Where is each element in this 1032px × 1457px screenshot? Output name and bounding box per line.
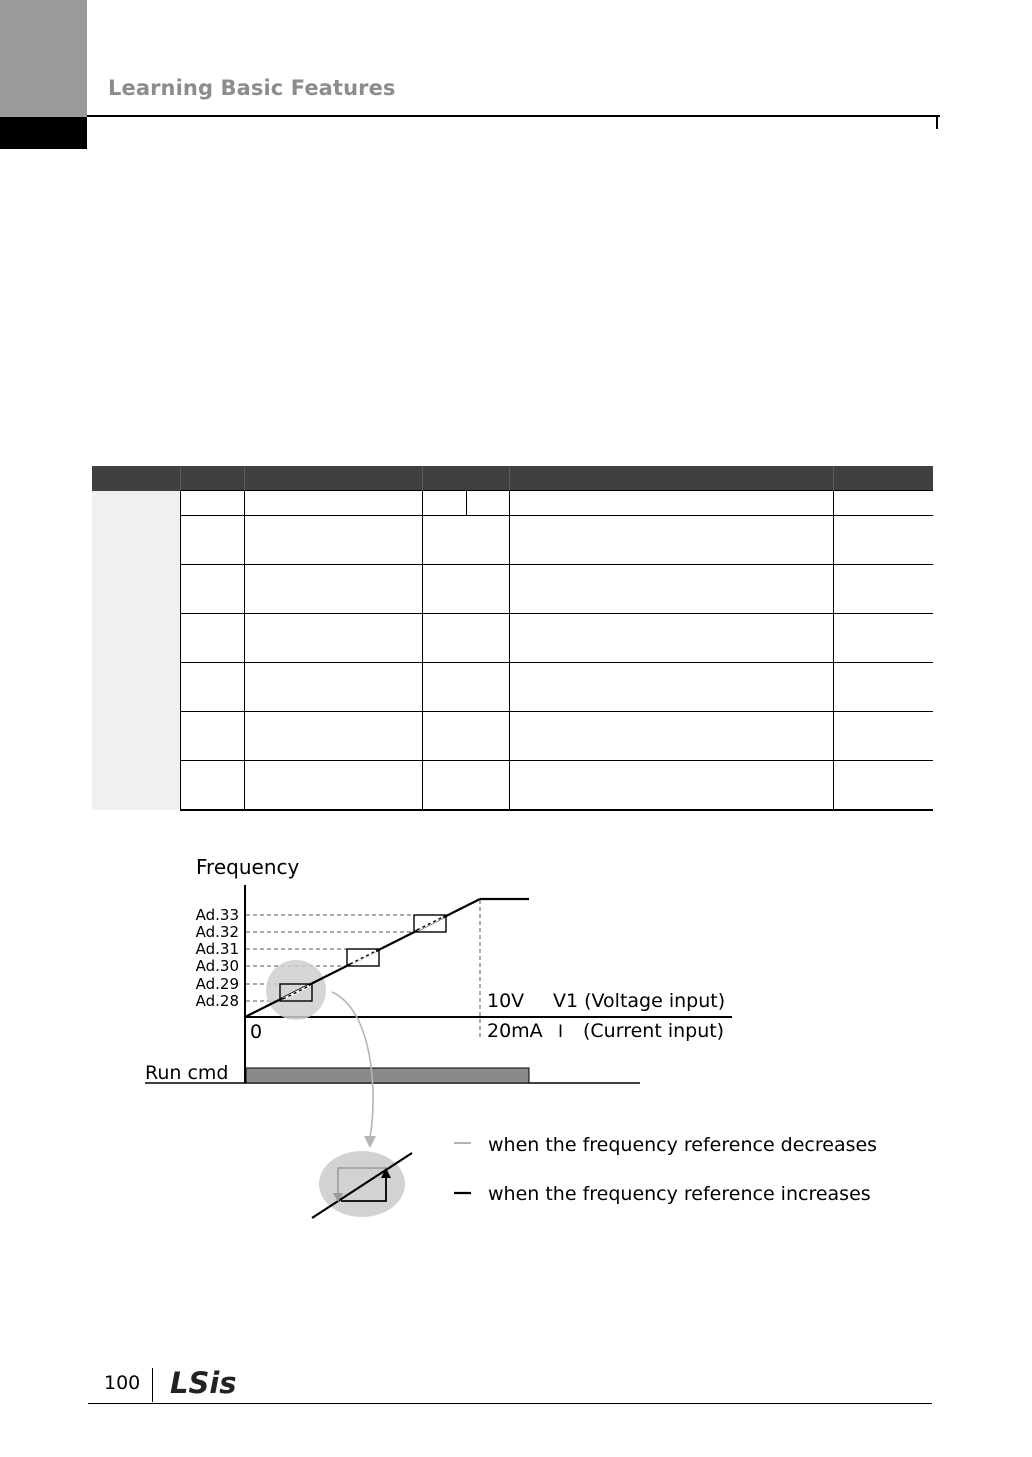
table-cell xyxy=(833,565,933,614)
table-cell xyxy=(180,663,244,712)
table-cell xyxy=(422,761,509,811)
table-cell xyxy=(180,614,244,663)
chapter-tab xyxy=(0,0,87,117)
table-cell xyxy=(509,614,833,663)
zoom-callout-arrow xyxy=(332,992,373,1138)
zoom-highlight xyxy=(266,960,326,1020)
table-row xyxy=(92,516,933,565)
table-cell xyxy=(422,663,509,712)
legend-decrease-label: when the frequency reference decreases xyxy=(488,1134,878,1156)
table-cell xyxy=(833,761,933,811)
table-cell xyxy=(509,712,833,761)
table-cell xyxy=(180,516,244,565)
table-cell xyxy=(509,663,833,712)
table-cell xyxy=(509,565,833,614)
table-cell xyxy=(833,663,933,712)
table-header-cell xyxy=(833,466,933,491)
table-cell xyxy=(833,614,933,663)
table-cell xyxy=(180,761,244,811)
header-rule xyxy=(87,115,940,117)
header-rule-end xyxy=(936,115,938,129)
table-cell xyxy=(244,712,422,761)
table-cell xyxy=(833,491,933,516)
run-command-label: Run cmd xyxy=(145,1062,229,1084)
table-cell xyxy=(833,712,933,761)
table-cell xyxy=(833,516,933,565)
x-current-max-label: 20mA xyxy=(487,1020,543,1042)
table-cell xyxy=(244,761,422,811)
logo-text: LSis xyxy=(170,1366,237,1400)
chapter-tab-marker xyxy=(0,117,87,149)
zoom-detail-background xyxy=(319,1151,405,1217)
y-level-label: Ad.32 xyxy=(195,923,239,941)
y-level-label: Ad.28 xyxy=(195,992,239,1010)
table-row xyxy=(92,712,933,761)
group-cell xyxy=(92,491,180,811)
y-axis-title: Frequency xyxy=(196,855,300,879)
section-title: Learning Basic Features xyxy=(108,76,396,100)
x-origin-label: 0 xyxy=(250,1021,263,1043)
table-header-cell xyxy=(180,466,244,491)
table-row xyxy=(92,614,933,663)
x-voltage-max-label: 10V xyxy=(487,990,525,1012)
table-header-cell xyxy=(509,466,833,491)
y-level-label: Ad.33 xyxy=(195,906,239,924)
table-cell xyxy=(180,491,244,516)
table-cell xyxy=(509,491,833,516)
table-row xyxy=(92,491,933,516)
frequency-hysteresis-chart xyxy=(0,840,1032,1240)
table-cell xyxy=(180,565,244,614)
page-number: 100 xyxy=(104,1372,141,1394)
footer-separator xyxy=(152,1368,153,1402)
ls-is-logo xyxy=(168,1364,258,1400)
table-cell xyxy=(422,614,509,663)
table-cell xyxy=(422,516,509,565)
table-header-row xyxy=(92,466,933,491)
table-cell xyxy=(244,491,422,516)
table-header-cell xyxy=(244,466,422,491)
table-cell xyxy=(509,761,833,811)
table-cell xyxy=(422,565,509,614)
table-header-cell xyxy=(92,466,180,491)
x-voltage-axis-label: V1 (Voltage input) xyxy=(553,990,726,1012)
table-cell xyxy=(509,516,833,565)
table-cell xyxy=(244,663,422,712)
table-row xyxy=(92,565,933,614)
table-cell xyxy=(244,565,422,614)
table-header-cell xyxy=(422,466,509,491)
zoom-callout-arrowhead xyxy=(364,1136,376,1148)
run-command-bar xyxy=(246,1068,529,1083)
x-current-separator: I xyxy=(558,1022,564,1042)
parameter-table xyxy=(92,466,933,811)
table-row xyxy=(92,761,933,811)
legend-increase-label: when the frequency reference increases xyxy=(488,1183,871,1205)
y-level-label: Ad.29 xyxy=(195,975,239,993)
y-level-label: Ad.31 xyxy=(195,940,239,958)
x-current-axis-label: (Current input) xyxy=(583,1020,725,1042)
footer-rule xyxy=(88,1403,932,1404)
table-cell xyxy=(244,614,422,663)
table-row xyxy=(92,663,933,712)
y-level-label: Ad.30 xyxy=(195,957,239,975)
table-cell xyxy=(422,712,509,761)
table-cell xyxy=(180,712,244,761)
table-cell xyxy=(422,491,509,516)
table-cell xyxy=(244,516,422,565)
